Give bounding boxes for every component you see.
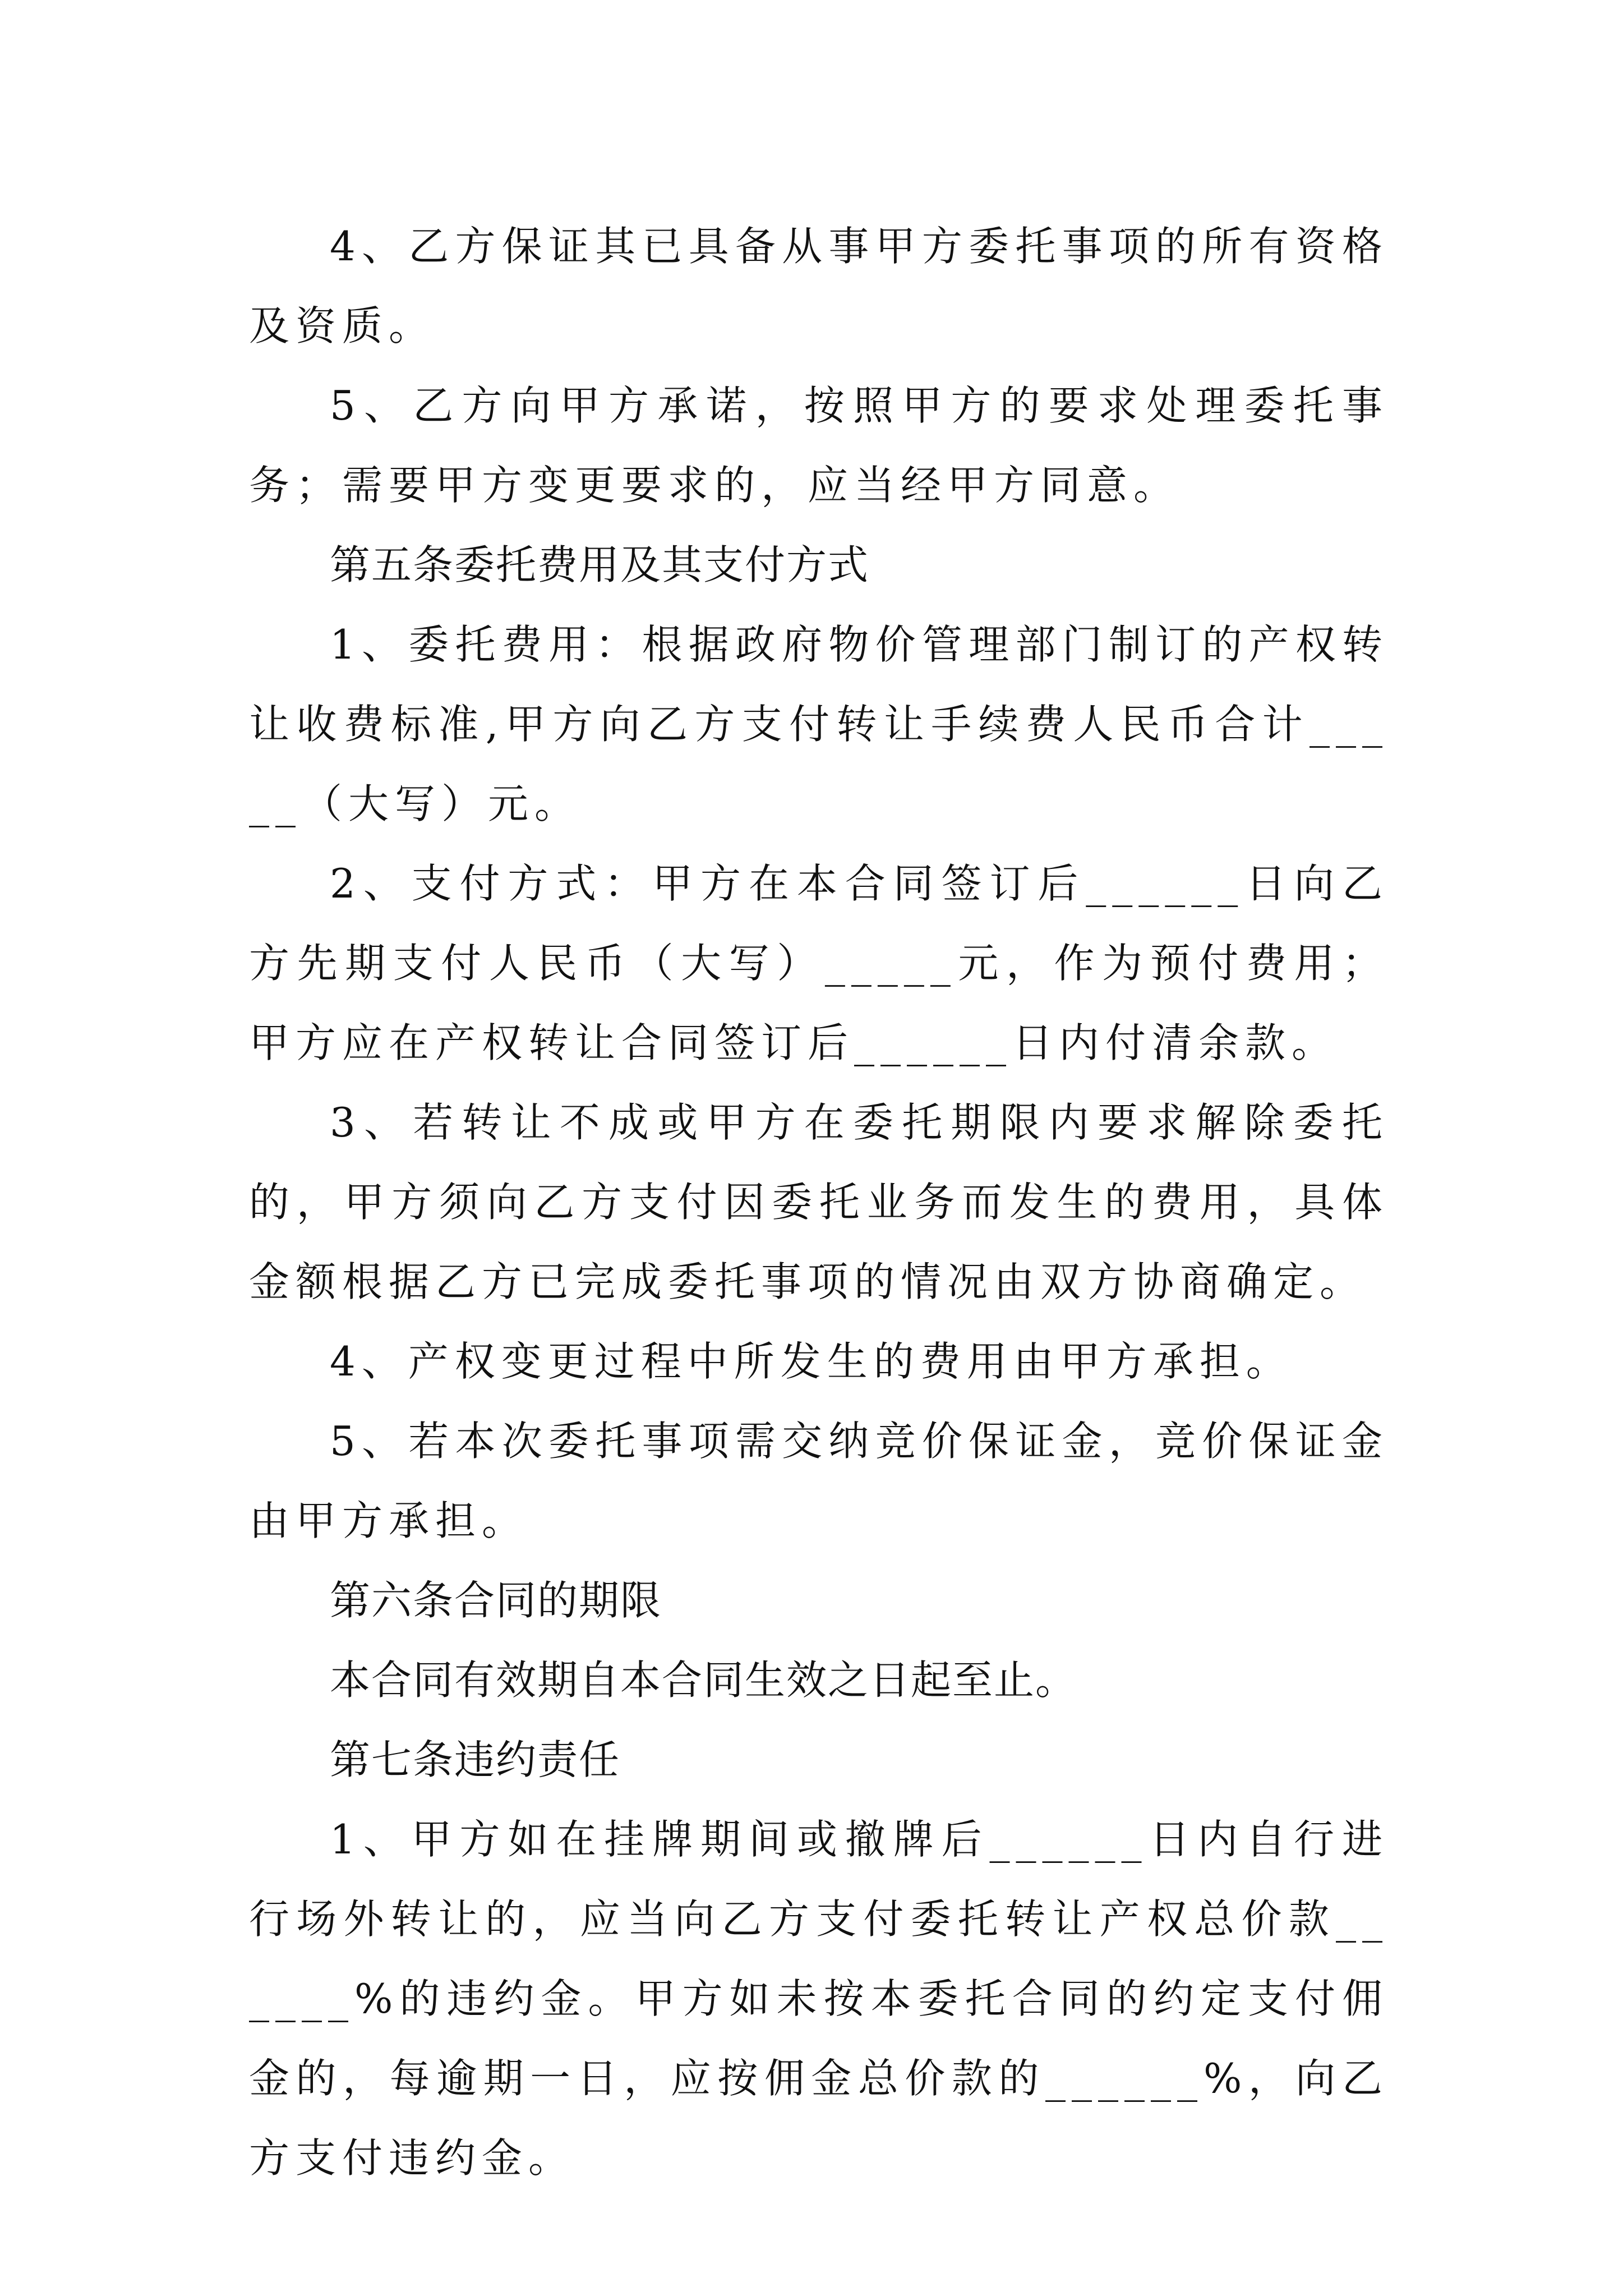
article-7-heading: 第七条违约责任 [330, 1736, 621, 1783]
article-6-heading: 第六条合同的期限 [330, 1577, 662, 1624]
article-5-item-5: 5、若本次委托事项需交纳竞价保证金，竞价保证金由甲方承担。 [249, 1418, 1389, 1544]
clause-4-qualification: 4、乙方保证其已具备从事甲方委托事项的所有资格及资质。 [249, 223, 1389, 349]
article-5-item-3: 3、若转让不成或甲方在委托期限内要求解除委托的，甲方须向乙方支付因委托业务而发生的费用，具体金额根据乙方已完成委托事项的情况由双方协商确定。 [249, 1099, 1389, 1305]
article-7-item-1: 1、甲方如在挂牌期间或撤牌后______日内自行进行场外转让的，应当向乙方支付委托转让产权总价款______%的违约金。甲方如未按本委托合同的约定支付佣金的，每逾期一日，应按佣金总价款的______%，向乙方支付违约金。 [249, 1816, 1389, 2182]
article-5-heading: 第五条委托费用及其支付方式 [330, 541, 870, 588]
article-6-body: 本合同有效期自本合同生效之日起至止。 [330, 1657, 1077, 1704]
document-body [249, 206, 1389, 2198]
article-5-item-4: 4、产权变更过程中所发生的费用由甲方承担。 [330, 1338, 1293, 1385]
clause-5-commitment: 5、乙方向甲方承诺，按照甲方的要求处理委托事务；需要甲方变更要求的，应当经甲方同意。 [249, 382, 1389, 509]
article-5-item-1: 1、委托费用：根据政府物价管理部门制订的产权转让收费标准,甲方向乙方支付转让手续费人民币合计_____（大写）元。 [249, 621, 1389, 827]
article-5-item-2: 2、支付方式：甲方在本合同签订后______日向乙方先期支付人民币（大写）_____元，作为预付费用；甲方应在产权转让合同签订后______日内付清余款。 [249, 860, 1389, 1066]
